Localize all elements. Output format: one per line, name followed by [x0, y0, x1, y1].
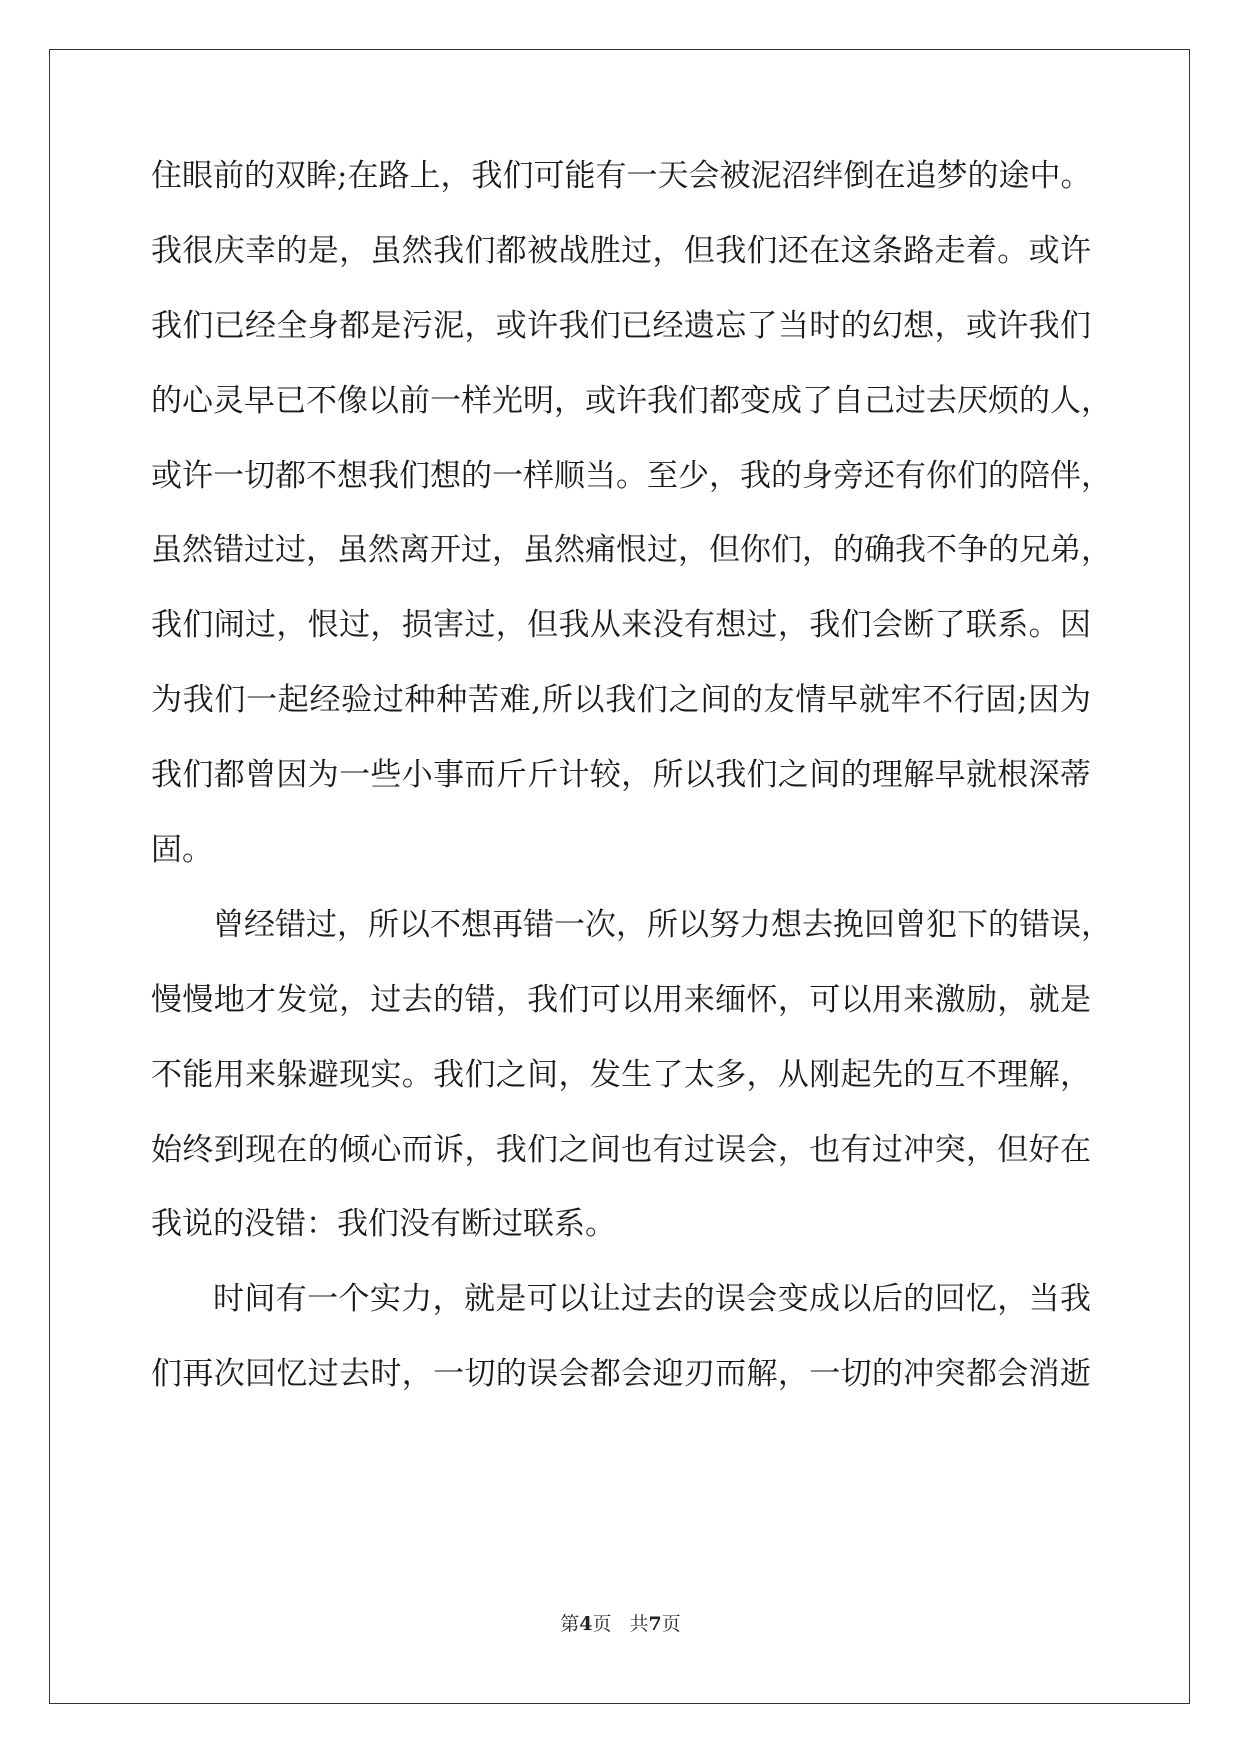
text-line: 们再次回忆过去时，一切的误会都会迎刃而解，一切的冲突都会消逝: [151, 1356, 1091, 1393]
text-line: 住眼前的双眸;在路上，我们可能有一天会被泥沼绊倒在追梦的途中。: [151, 158, 1092, 194]
text-line: 始终到现在的倾心而诉，我们之间也有过误会，也有过冲突，但好在: [151, 1131, 1091, 1168]
text-line: 为我们一起经验过种种苦难,所以我们之间的友情早就牢不行固;因为: [151, 682, 1091, 719]
text-line: 我们闹过，恨过，损害过，但我从来没有想过，我们会断了联系。因: [151, 607, 1091, 644]
total-pages: 7: [648, 1613, 662, 1635]
page-label-suffix: 页: [592, 1613, 612, 1635]
text-line: 固。: [151, 832, 213, 869]
document-body: [151, 156, 1112, 1429]
text-line: 不能用来躲避现实。我们之间，发生了太多，从刚起先的互不理解，: [151, 1056, 1091, 1093]
text-line: 我说的没错：我们没有断过联系。: [151, 1206, 616, 1243]
page-label-prefix: 第: [560, 1613, 580, 1635]
total-label-suffix: 页: [661, 1613, 681, 1635]
text-line: 我们已经全身都是污泥，或许我们已经遗忘了当时的幻想，或许我们: [151, 307, 1091, 344]
text-line: 虽然错过过，虽然离开过，虽然痛恨过，但你们，的确我不争的兄弟，: [151, 532, 1112, 569]
text-line: 慢慢地才发觉，过去的错，我们可以用来缅怀，可以用来激励，就是: [151, 981, 1091, 1018]
total-label-prefix: 共: [629, 1613, 649, 1635]
paragraph-start-line: 时间有一个实力，就是可以让过去的误会变成以后的回忆，当我: [213, 1281, 1091, 1318]
paragraph-start-line: 曾经错过，所以不想再错一次，所以努力想去挽回曾犯下的错误，: [213, 906, 1112, 943]
text-line: 我很庆幸的是，虽然我们都被战胜过，但我们还在这条路走着。或许: [151, 232, 1091, 269]
text-line: 或许一切都不想我们想的一样顺当。至少，我的身旁还有你们的陪伴，: [151, 457, 1112, 494]
page-number: 4: [579, 1613, 593, 1635]
text-line: 的心灵早已不像以前一样光明，或许我们都变成了自己过去厌烦的人，: [151, 382, 1112, 419]
page-footer: [0, 1612, 1241, 1636]
text-line: 我们都曾因为一些小事而斤斤计较，所以我们之间的理解早就根深蒂: [151, 757, 1091, 794]
